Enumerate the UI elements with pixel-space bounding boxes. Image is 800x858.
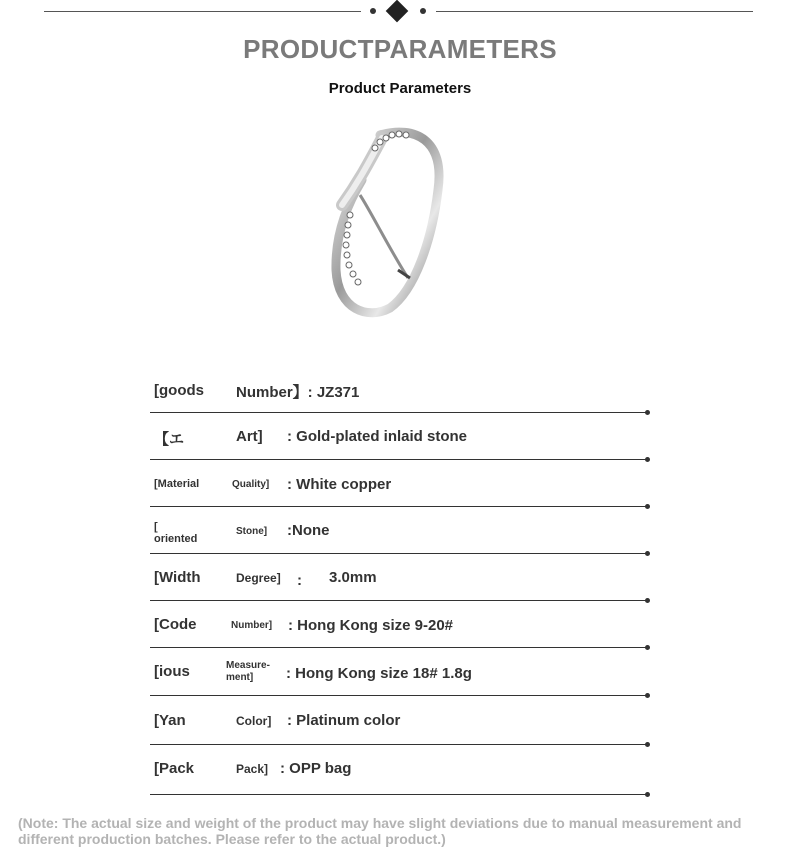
header-divider-right [436, 11, 753, 12]
param-row-pack [150, 745, 650, 795]
divider-dot-right-icon [420, 8, 426, 14]
param-key-suffix: Degree] [236, 571, 281, 585]
header-divider-left [44, 11, 361, 12]
param-key: [Pack [154, 760, 195, 777]
param-value: : Gold-plated inlaid stone [287, 428, 467, 445]
param-key: [goods [154, 382, 204, 399]
param-row-code-number [150, 601, 650, 648]
param-key: [Yan [154, 712, 186, 729]
param-key-suffix: Pack] [236, 762, 269, 776]
param-key-suffix: Color] [236, 714, 272, 728]
param-key-line: oriented [154, 533, 198, 545]
parameters-table [150, 366, 650, 795]
page-title: PRODUCTPARAMETERS [243, 34, 557, 64]
param-value: : White copper [287, 476, 392, 493]
param-key-suffix: Number】: JZ371 [236, 384, 360, 401]
param-value: : OPP bag [280, 760, 352, 777]
divider-dot-left-icon [370, 8, 376, 14]
param-value: :None [287, 522, 330, 539]
param-value: 3.0mm [329, 569, 377, 586]
page-subtitle: Product Parameters [328, 80, 472, 97]
param-row-color [150, 696, 650, 745]
row-divider [150, 794, 648, 795]
param-value: : Hong Kong size 9-20# [288, 617, 454, 634]
param-key-suffix: Art] [236, 428, 263, 445]
param-row-measurement [150, 648, 650, 696]
param-key-suffix [226, 660, 270, 684]
param-key-line: ment] [226, 672, 254, 683]
param-key-suffix: Number] [231, 620, 273, 631]
param-key-suffix: Stone] [236, 526, 268, 537]
param-value: : Platinum color [287, 712, 401, 729]
param-row-material [150, 460, 650, 507]
param-key: [Width [154, 569, 201, 586]
disclaimer-note: (Note: The actual size and weight of the product may have slight deviations due to manual measurement and different production batches. Please refer to the actual product.) [18, 815, 742, 847]
row-divider-dot-icon [645, 792, 650, 797]
param-key: [Material [154, 478, 200, 490]
param-key: [Code [154, 616, 197, 633]
param-key: [ious [154, 663, 190, 680]
param-value: : Hong Kong size 18# 1.8g [286, 665, 472, 682]
param-key-line: [ [154, 521, 158, 533]
param-row-stone [150, 507, 650, 554]
param-key-suffix: Quality] [232, 479, 270, 490]
product-image [320, 120, 460, 330]
divider-diamond-icon [386, 0, 409, 22]
param-key: 【エ [154, 431, 185, 448]
param-row-width [150, 554, 650, 601]
param-colon: : [297, 572, 302, 589]
param-row-goods-number [150, 366, 650, 413]
param-key-line: Measure- [226, 660, 270, 671]
param-row-art [150, 413, 650, 460]
param-key [154, 521, 197, 545]
